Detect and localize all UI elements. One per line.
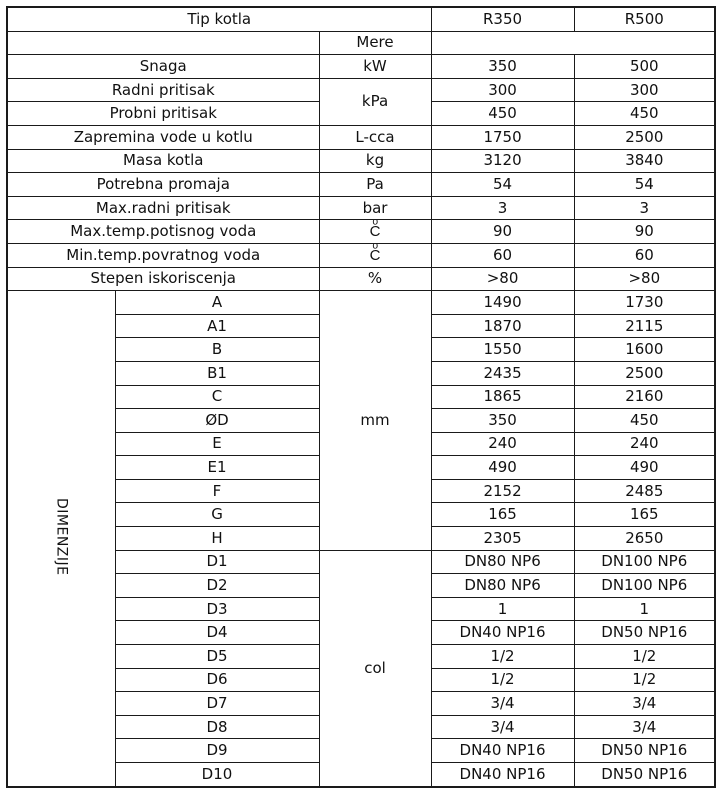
r350-value: 3 bbox=[431, 196, 574, 220]
r350-value: 490 bbox=[431, 456, 574, 480]
spec-row bbox=[7, 149, 715, 173]
r500-value: 90 bbox=[574, 220, 715, 244]
spec-label: Radni pritisak bbox=[7, 78, 319, 102]
spec-unit: bar bbox=[319, 196, 431, 220]
dimension-label: A bbox=[115, 291, 319, 315]
r500-value: 3840 bbox=[574, 149, 715, 173]
spec-row bbox=[7, 196, 715, 220]
spec-unit: kg bbox=[319, 149, 431, 173]
r350-value: 3/4 bbox=[431, 692, 574, 716]
r500-value: 450 bbox=[574, 102, 715, 126]
dimension-label: E bbox=[115, 432, 319, 456]
r500-value: 1/2 bbox=[574, 645, 715, 669]
r350-value: 2305 bbox=[431, 527, 574, 551]
r500-value: 2115 bbox=[574, 314, 715, 338]
r350-value: DN40 NP16 bbox=[431, 621, 574, 645]
r350-value: 1750 bbox=[431, 125, 574, 149]
spec-label: Snaga bbox=[7, 55, 319, 79]
r500-value: 240 bbox=[574, 432, 715, 456]
spec-unit: kW bbox=[319, 55, 431, 79]
r500-value: DN100 NP6 bbox=[574, 550, 715, 574]
r350-value: 1870 bbox=[431, 314, 574, 338]
r350-value: 1550 bbox=[431, 338, 574, 362]
spec-label: Masa kotla bbox=[7, 149, 319, 173]
r500-value: 490 bbox=[574, 456, 715, 480]
r350-value: 1/2 bbox=[431, 668, 574, 692]
r500-value: 3/4 bbox=[574, 692, 715, 716]
spec-label: Zapremina vode u kotlu bbox=[7, 125, 319, 149]
dimension-label: D2 bbox=[115, 574, 319, 598]
r500-value: DN100 NP6 bbox=[574, 574, 715, 598]
r350-value: 350 bbox=[431, 55, 574, 79]
spec-row bbox=[7, 220, 715, 244]
r350-value: DN40 NP16 bbox=[431, 739, 574, 763]
spec-unit: Cͦ bbox=[319, 243, 431, 267]
model-r350-header: R350 bbox=[431, 7, 574, 31]
r500-value: 2500 bbox=[574, 125, 715, 149]
r500-value: 1600 bbox=[574, 338, 715, 362]
r500-value: 2485 bbox=[574, 479, 715, 503]
dimension-label: G bbox=[115, 503, 319, 527]
r350-value: 2435 bbox=[431, 361, 574, 385]
r350-value: >80 bbox=[431, 267, 574, 291]
r500-value: 1 bbox=[574, 597, 715, 621]
header-row bbox=[7, 7, 715, 31]
r500-value: 450 bbox=[574, 409, 715, 433]
r350-value: DN40 NP16 bbox=[431, 763, 574, 787]
spec-unit: Cͦ bbox=[319, 220, 431, 244]
dimensions-label-text: DIMENZIJE bbox=[53, 498, 70, 576]
r350-value: 1 bbox=[431, 597, 574, 621]
spec-label: Min.temp.povratnog voda bbox=[7, 243, 319, 267]
r500-value: DN50 NP16 bbox=[574, 739, 715, 763]
spec-unit: L-cca bbox=[319, 125, 431, 149]
r500-value: DN50 NP16 bbox=[574, 621, 715, 645]
spec-row bbox=[7, 125, 715, 149]
spec-label: Max.radni pritisak bbox=[7, 196, 319, 220]
spec-unit: % bbox=[319, 267, 431, 291]
r350-value: 165 bbox=[431, 503, 574, 527]
boiler-spec-table bbox=[6, 6, 716, 788]
spec-label: Stepen iskoriscenja bbox=[7, 267, 319, 291]
dimension-label: D10 bbox=[115, 763, 319, 787]
r350-value: 2152 bbox=[431, 479, 574, 503]
dimension-label: D9 bbox=[115, 739, 319, 763]
boiler-type-header: Tip kotla bbox=[7, 7, 431, 31]
blank-cell bbox=[7, 31, 319, 55]
r350-value: 1865 bbox=[431, 385, 574, 409]
r500-value: DN50 NP16 bbox=[574, 763, 715, 787]
col-unit: col bbox=[319, 550, 431, 786]
dimension-label: D8 bbox=[115, 715, 319, 739]
spec-row bbox=[7, 243, 715, 267]
r350-value: DN80 NP6 bbox=[431, 574, 574, 598]
r350-value: 3120 bbox=[431, 149, 574, 173]
dimension-label: B1 bbox=[115, 361, 319, 385]
dimension-label: B bbox=[115, 338, 319, 362]
r500-value: 54 bbox=[574, 173, 715, 197]
dimension-label: D1 bbox=[115, 550, 319, 574]
r350-value: 240 bbox=[431, 432, 574, 456]
spec-label: Probni pritisak bbox=[7, 102, 319, 126]
r500-value: 2500 bbox=[574, 361, 715, 385]
spec-row bbox=[7, 55, 715, 79]
r350-value: 54 bbox=[431, 173, 574, 197]
r500-value: 165 bbox=[574, 503, 715, 527]
dimension-label: H bbox=[115, 527, 319, 551]
r350-value: 90 bbox=[431, 220, 574, 244]
r350-value: 450 bbox=[431, 102, 574, 126]
dimension-label: D4 bbox=[115, 621, 319, 645]
spec-label: Max.temp.potisnog voda bbox=[7, 220, 319, 244]
spec-unit: Pa bbox=[319, 173, 431, 197]
spec-row bbox=[7, 173, 715, 197]
spec-label: Potrebna promaja bbox=[7, 173, 319, 197]
dimension-label: C bbox=[115, 385, 319, 409]
dimension-label: E1 bbox=[115, 456, 319, 480]
unit-header-row bbox=[7, 31, 715, 55]
r500-value: 60 bbox=[574, 243, 715, 267]
dimensions-section-label bbox=[7, 291, 115, 787]
blank-cell bbox=[431, 31, 715, 55]
r500-value: 500 bbox=[574, 55, 715, 79]
unit-header: Mere bbox=[319, 31, 431, 55]
r350-value: 60 bbox=[431, 243, 574, 267]
spec-unit: kPa bbox=[319, 78, 431, 125]
r500-value: 2650 bbox=[574, 527, 715, 551]
r500-value: 3/4 bbox=[574, 715, 715, 739]
r500-value: 1/2 bbox=[574, 668, 715, 692]
r500-value: 2160 bbox=[574, 385, 715, 409]
dimension-label: F bbox=[115, 479, 319, 503]
dimension-label: D3 bbox=[115, 597, 319, 621]
r500-value: 3 bbox=[574, 196, 715, 220]
spec-row bbox=[7, 78, 715, 102]
dimension-label: ØD bbox=[115, 409, 319, 433]
dimension-label: A1 bbox=[115, 314, 319, 338]
r500-value: 1730 bbox=[574, 291, 715, 315]
r500-value: >80 bbox=[574, 267, 715, 291]
dimension-label: D6 bbox=[115, 668, 319, 692]
r350-value: DN80 NP6 bbox=[431, 550, 574, 574]
spec-row bbox=[7, 267, 715, 291]
r350-value: 350 bbox=[431, 409, 574, 433]
r350-value: 1/2 bbox=[431, 645, 574, 669]
dimension-label: D5 bbox=[115, 645, 319, 669]
model-r500-header: R500 bbox=[574, 7, 715, 31]
r350-value: 3/4 bbox=[431, 715, 574, 739]
mm-unit: mm bbox=[319, 291, 431, 551]
r350-value: 300 bbox=[431, 78, 574, 102]
dimension-row bbox=[7, 291, 715, 315]
r500-value: 300 bbox=[574, 78, 715, 102]
dimension-label: D7 bbox=[115, 692, 319, 716]
r350-value: 1490 bbox=[431, 291, 574, 315]
